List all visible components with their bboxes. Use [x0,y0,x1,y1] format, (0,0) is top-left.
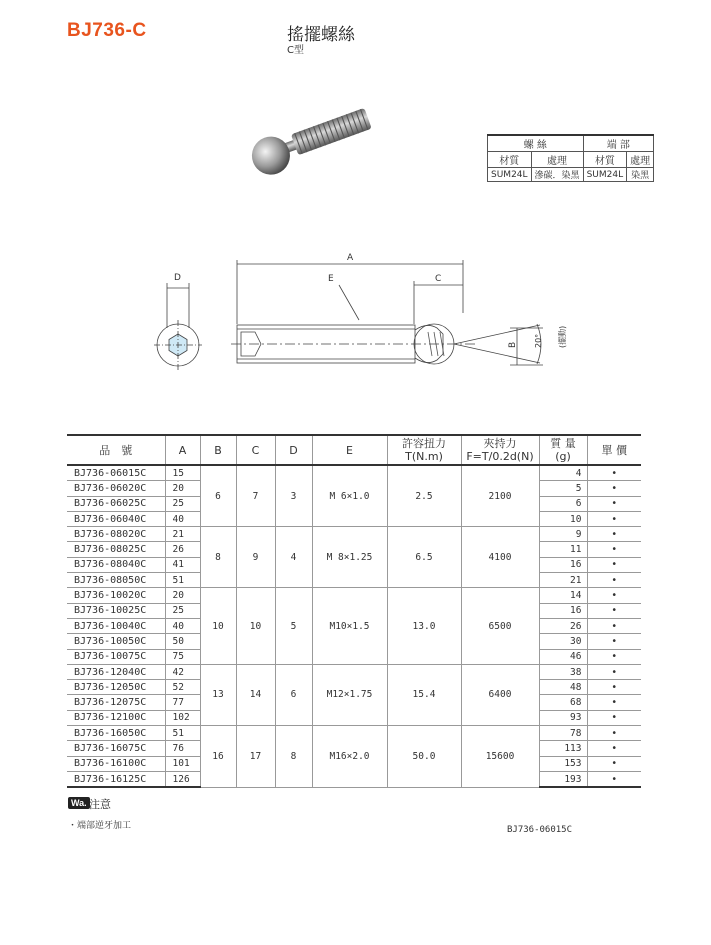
mass-cell: 14 [539,588,587,603]
part-number-cell: BJ736-10020C [67,588,165,603]
mass-cell: 16 [539,603,587,618]
col-header-d: D [275,435,312,465]
dim-label-d: D [174,273,181,283]
dim-label-a: A [347,253,354,263]
dim-a-cell: 50 [165,634,200,649]
dim-a-cell: 51 [165,726,200,741]
dim-label-e: E [328,274,334,284]
price-cell: • [587,527,641,542]
price-cell: • [587,771,641,787]
part-number-cell: BJ736-10075C [67,649,165,664]
spec-table [67,434,641,788]
dim-a-cell: 126 [165,771,200,787]
part-number-cell: BJ736-08040C [67,557,165,572]
price-cell: • [587,496,641,511]
thread-e-cell: M10×1.5 [312,588,387,664]
dim-d-cell: 4 [275,527,312,588]
product-subtitle: C型 [287,45,304,56]
dim-c-cell: 14 [236,664,275,725]
dim-a-cell: 20 [165,481,200,496]
dim-c-cell: 17 [236,726,275,788]
price-cell: • [587,741,641,756]
part-number-cell: BJ736-10040C [67,618,165,633]
dim-c-cell: 9 [236,527,275,588]
dim-a-cell: 51 [165,573,200,588]
mass-cell: 48 [539,680,587,695]
material-group-end: 端 部 [583,135,654,152]
mass-cell: 153 [539,756,587,771]
dim-a-cell: 15 [165,465,200,481]
drawing-number: BJ736-06015C [507,825,573,835]
dim-d-cell: 8 [275,726,312,788]
clamp-force-cell: 6500 [461,588,539,664]
part-number-cell: BJ736-16125C [67,771,165,787]
material-table [487,134,654,182]
torque-cell: 13.0 [387,588,461,664]
material-value: SUM24L [583,168,627,182]
mass-cell: 21 [539,573,587,588]
table-row [67,726,641,741]
product-photo [236,95,386,185]
col-header-price: 單 價 [587,435,641,465]
part-number-cell: BJ736-08025C [67,542,165,557]
dim-b-cell: 16 [200,726,236,788]
part-number-cell: BJ736-06025C [67,496,165,511]
dim-c-cell: 7 [236,465,275,527]
price-cell: • [587,557,641,572]
part-number-cell: BJ736-12040C [67,664,165,679]
dim-c-cell: 10 [236,588,275,664]
dim-a-cell: 101 [165,756,200,771]
mass-cell: 38 [539,664,587,679]
price-cell: • [587,481,641,496]
torque-cell: 6.5 [387,527,461,588]
dim-b-cell: 6 [200,465,236,527]
dim-label-angle: 20° [534,333,543,348]
dim-a-cell: 25 [165,496,200,511]
col-header-a: A [165,435,200,465]
mass-cell: 9 [539,527,587,542]
price-cell: • [587,649,641,664]
dim-a-cell: 40 [165,511,200,526]
dim-d-cell: 5 [275,588,312,664]
notes-badge: Wa. [68,797,90,809]
price-cell: • [587,756,641,771]
notes-item: ・端部逆牙加工 [68,821,132,831]
table-row [67,588,641,603]
dim-a-cell: 20 [165,588,200,603]
material-subheader: 處理 [531,152,583,168]
thread-e-cell: M16×2.0 [312,726,387,788]
dim-b-cell: 10 [200,588,236,664]
clamp-force-cell: 4100 [461,527,539,588]
part-number-cell: BJ736-16075C [67,741,165,756]
clamp-force-cell: 2100 [461,465,539,527]
mass-cell: 46 [539,649,587,664]
torque-cell: 2.5 [387,465,461,527]
table-row [67,527,641,542]
mass-cell: 6 [539,496,587,511]
col-header-clamp-force: 夾持力 F=T/0.2d(N) [461,435,539,465]
part-number-cell: BJ736-08050C [67,573,165,588]
notes-title: 注意 [89,798,111,811]
dim-a-cell: 102 [165,710,200,725]
material-subheader: 材質 [488,152,532,168]
col-header-e: E [312,435,387,465]
price-cell: • [587,465,641,481]
dim-a-cell: 25 [165,603,200,618]
mass-cell: 4 [539,465,587,481]
mass-cell: 26 [539,618,587,633]
part-number-cell: BJ736-16100C [67,756,165,771]
thread-e-cell: M12×1.75 [312,664,387,725]
price-cell: • [587,573,641,588]
price-cell: • [587,511,641,526]
material-value: 染黑 [627,168,654,182]
table-row [67,664,641,679]
mass-cell: 10 [539,511,587,526]
dim-label-c: C [435,274,442,284]
price-cell: • [587,542,641,557]
part-number-cell: BJ736-16050C [67,726,165,741]
dim-label-b: B [508,341,518,348]
dim-a-cell: 21 [165,527,200,542]
dim-a-cell: 41 [165,557,200,572]
dim-d-cell: 6 [275,664,312,725]
part-number-cell: BJ736-12075C [67,695,165,710]
price-cell: • [587,588,641,603]
dim-b-cell: 8 [200,527,236,588]
col-header-mass: 質 量 (g) [539,435,587,465]
table-row [67,465,641,481]
mass-cell: 78 [539,726,587,741]
col-header-part-number: 品 號 [67,435,165,465]
part-number-cell: BJ736-10050C [67,634,165,649]
dim-a-cell: 76 [165,741,200,756]
dim-b-cell: 13 [200,664,236,725]
thread-e-cell: M 8×1.25 [312,527,387,588]
dim-a-cell: 75 [165,649,200,664]
price-cell: • [587,680,641,695]
dim-label-swing: (擺動) [558,325,567,348]
dim-a-cell: 26 [165,542,200,557]
mass-cell: 11 [539,542,587,557]
mass-cell: 68 [539,695,587,710]
mass-cell: 113 [539,741,587,756]
product-code: BJ736-C [67,20,147,41]
price-cell: • [587,710,641,725]
technical-drawing [145,248,565,378]
dim-a-cell: 42 [165,664,200,679]
part-number-cell: BJ736-12100C [67,710,165,725]
mass-cell: 93 [539,710,587,725]
dim-a-cell: 40 [165,618,200,633]
part-number-cell: BJ736-06040C [67,511,165,526]
part-number-cell: BJ736-12050C [67,680,165,695]
part-number-cell: BJ736-06015C [67,465,165,481]
product-title: 搖擺螺絲 [287,25,355,45]
price-cell: • [587,664,641,679]
dim-a-cell: 77 [165,695,200,710]
mass-cell: 193 [539,771,587,787]
col-header-b: B [200,435,236,465]
dim-a-cell: 52 [165,680,200,695]
material-subheader: 材質 [583,152,627,168]
price-cell: • [587,618,641,633]
price-cell: • [587,634,641,649]
material-value: SUM24L [488,168,532,182]
part-number-cell: BJ736-08020C [67,527,165,542]
price-cell: • [587,695,641,710]
dim-d-cell: 3 [275,465,312,527]
spec-table-body [67,465,641,787]
material-value: 滲碳．染黑 [531,168,583,182]
clamp-force-cell: 15600 [461,726,539,788]
mass-cell: 5 [539,481,587,496]
price-cell: • [587,603,641,618]
torque-cell: 15.4 [387,664,461,725]
clamp-force-cell: 6400 [461,664,539,725]
part-number-cell: BJ736-06020C [67,481,165,496]
torque-cell: 50.0 [387,726,461,788]
part-number-cell: BJ736-10025C [67,603,165,618]
mass-cell: 16 [539,557,587,572]
col-header-c: C [236,435,275,465]
thread-e-cell: M 6×1.0 [312,465,387,527]
material-group-screw: 螺 絲 [488,135,584,152]
mass-cell: 30 [539,634,587,649]
price-cell: • [587,726,641,741]
col-header-torque: 許容扭力 T(N.m) [387,435,461,465]
material-subheader: 處理 [627,152,654,168]
